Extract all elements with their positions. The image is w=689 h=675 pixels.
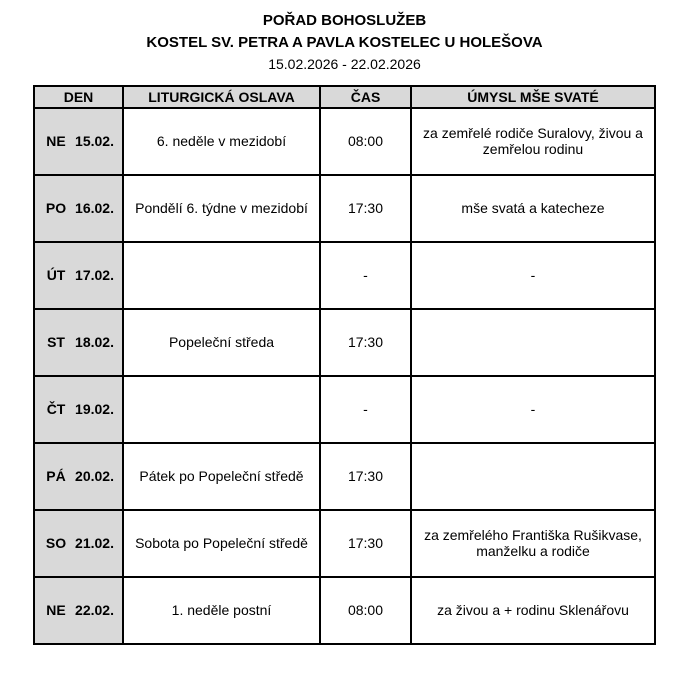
day-date: 20.02. — [75, 468, 114, 484]
page-title: POŘAD BOHOSLUŽEB — [262, 12, 427, 29]
time-cell: 17:30 — [320, 309, 411, 376]
day-abbr: PO — [45, 200, 67, 216]
day-date: 17.02. — [75, 267, 114, 283]
day-cell — [34, 242, 123, 309]
day-abbr: ČT — [46, 401, 66, 417]
day-date: 19.02. — [75, 401, 114, 417]
table-row — [34, 577, 655, 644]
header-row — [34, 86, 655, 108]
day-abbr: ÚT — [46, 267, 66, 283]
column-header-liturgicka-oslava: LITURGICKÁ OSLAVA — [123, 86, 320, 108]
church-name: KOSTEL SV. PETRA A PAVLA KOSTELEC U HOLEŠOVA — [146, 33, 543, 51]
intention-cell: - — [411, 242, 655, 309]
day-abbr: ST — [47, 334, 65, 350]
intention-cell: mše svatá a katecheze — [411, 175, 655, 242]
day-date: 21.02. — [75, 535, 114, 551]
time-cell: - — [320, 376, 411, 443]
day-cell — [34, 309, 123, 376]
table-row — [34, 108, 655, 175]
time-cell: 08:00 — [320, 108, 411, 175]
table-body — [34, 108, 655, 644]
time-cell: - — [320, 242, 411, 309]
table-row — [34, 443, 655, 510]
celebration-cell — [123, 242, 320, 309]
celebration-cell: Pátek po Popeleční středě — [123, 443, 320, 510]
day-abbr: NE — [46, 602, 66, 618]
day-date: 18.02. — [75, 334, 114, 350]
table-row — [34, 242, 655, 309]
intention-cell — [411, 309, 655, 376]
intention-cell: za zemřelého Františka Rušikvase, manželku a rodiče — [411, 510, 655, 577]
day-date: 15.02. — [75, 133, 114, 149]
day-cell — [34, 510, 123, 577]
day-abbr: NE — [46, 133, 66, 149]
celebration-cell: 6. neděle v mezidobí — [123, 108, 320, 175]
day-cell — [34, 108, 123, 175]
day-cell — [34, 443, 123, 510]
table-row — [34, 175, 655, 242]
time-cell: 17:30 — [320, 175, 411, 242]
table-row — [34, 376, 655, 443]
day-date: 22.02. — [75, 602, 114, 618]
column-header-cas: ČAS — [320, 86, 411, 108]
table-row — [34, 309, 655, 376]
column-header-umysl: ÚMYSL MŠE SVATÉ — [411, 86, 655, 108]
time-cell: 17:30 — [320, 510, 411, 577]
day-abbr: SO — [45, 535, 67, 551]
table-row — [34, 510, 655, 577]
document-header — [0, 10, 689, 75]
column-header-den: DEN — [34, 86, 123, 108]
day-date: 16.02. — [75, 200, 114, 216]
time-cell: 17:30 — [320, 443, 411, 510]
time-cell: 08:00 — [320, 577, 411, 644]
intention-cell: - — [411, 376, 655, 443]
day-cell — [34, 175, 123, 242]
celebration-cell: 1. neděle postní — [123, 577, 320, 644]
schedule-table — [33, 85, 656, 645]
date-range: 15.02.2026 - 22.02.2026 — [268, 55, 421, 72]
day-cell — [34, 577, 123, 644]
celebration-cell: Popeleční středa — [123, 309, 320, 376]
celebration-cell: Pondělí 6. týdne v mezidobí — [123, 175, 320, 242]
celebration-cell: Sobota po Popeleční středě — [123, 510, 320, 577]
table-header — [34, 86, 655, 108]
intention-cell — [411, 443, 655, 510]
day-abbr: PÁ — [46, 468, 66, 484]
intention-cell: za živou a + rodinu Sklenářovu — [411, 577, 655, 644]
celebration-cell — [123, 376, 320, 443]
intention-cell: za zemřelé rodiče Suralovy, živou a zemřelou rodinu — [411, 108, 655, 175]
day-cell — [34, 376, 123, 443]
